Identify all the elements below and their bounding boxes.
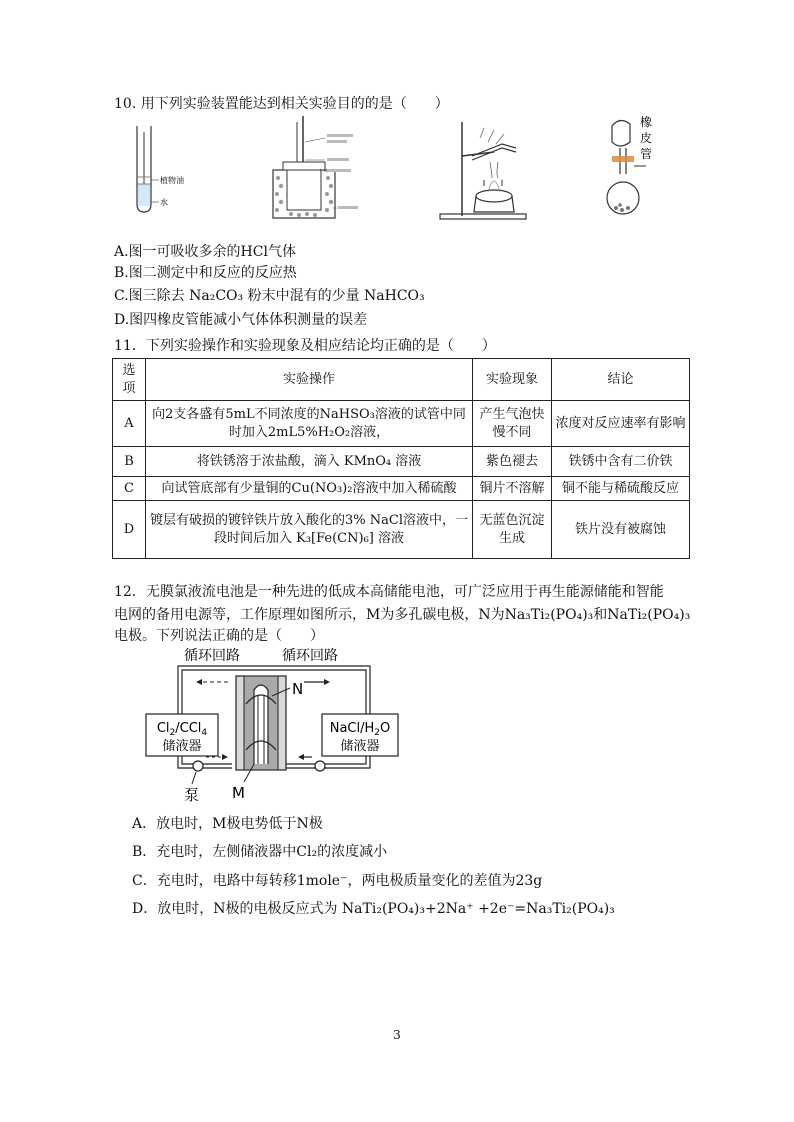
- flow-battery-diagram: [140, 646, 410, 806]
- fig4-label-2: 皮: [640, 131, 653, 145]
- row-b-option: B: [113, 447, 146, 477]
- right-tank-label-2: 储液器: [340, 739, 380, 754]
- figure-2-calorimeter: [265, 112, 365, 222]
- q11-table: [112, 358, 690, 559]
- row-d-option: D: [113, 501, 146, 559]
- q10-option-d: D.图四橡皮管能减小气体体积测量的误差: [114, 312, 368, 328]
- q12-stem-line-1: 12．无膜氯液流电池是一种先进的低成本高储能电池，可广泛应用于再生能源储能和智能: [114, 584, 664, 600]
- q12-option-a: A．放电时，M极电势低于N极: [132, 816, 323, 832]
- row-b-conclusion: 铁锈中含有二价铁: [552, 447, 690, 477]
- q10-stem: 10. 用下列实验装置能达到相关实验目的的是（ ）: [114, 96, 449, 112]
- row-c-option: C: [113, 477, 146, 501]
- right-tank-label-1: NaCl/$H_2O$: [329, 721, 391, 738]
- header-option: 选 项: [113, 359, 146, 401]
- q12-option-d: D．放电时，N极的电极反应式为 NaTi₂(PO₄)₃+2Na⁺ +2e⁻=Na₃Ti₂(PO₄)₃: [132, 901, 615, 917]
- right-pump-icon: [315, 761, 325, 771]
- row-c-operation: 向试管底部有少量铜的Cu(NO₃)₂溶液中加入稀硫酸: [146, 477, 473, 501]
- page-number: 3: [393, 1028, 401, 1042]
- electrode-m-label: M: [232, 784, 245, 802]
- table-row: [113, 447, 690, 477]
- fig4-label-1: 橡: [640, 115, 653, 129]
- q10-option-a: A.图一可吸收多余的HCl气体: [114, 244, 296, 260]
- pump-label: 泵: [184, 786, 200, 804]
- q12-option-c: C．充电时，电路中每转移1mole⁻，两电极质量变化的差值为23g: [132, 873, 543, 889]
- fig4-label-3: 管: [640, 147, 653, 161]
- fig1-water-label: 水: [160, 198, 168, 207]
- row-a-operation: 向2支各盛有5mL不同浓度的NaHSO₃溶液的试管中同时加入2mL5%H₂O₂溶液，: [146, 401, 473, 447]
- q12-stem-line-2: 电网的备用电源等，工作原理如图所示，M为多孔碳电极，N为Na₃Ti₂(PO₄)₃和NaTi₂(PO₄)₃: [114, 607, 691, 623]
- figure-3-heating-setup: [432, 118, 532, 223]
- row-c-phenomenon: 铜片不溶解: [473, 477, 552, 501]
- left-tank-label-2: 储液器: [162, 739, 202, 754]
- q10-option-b: B.图二测定中和反应的反应热: [114, 265, 297, 281]
- row-a-conclusion: 浓度对反应速率有影响: [552, 401, 690, 447]
- row-d-conclusion: 铁片没有被腐蚀: [552, 501, 690, 559]
- left-pump-icon: [193, 761, 203, 771]
- q12-stem-line-3: 电极。下列说法正确的是（ ）: [114, 628, 324, 644]
- row-a-option: A: [113, 401, 146, 447]
- fig1-oil-label: 植物油: [160, 176, 184, 185]
- q11-stem: 11．下列实验操作和实验现象及相应结论均正确的是（ ）: [114, 338, 496, 354]
- q12-option-b: B．充电时，左侧储液器中Cl₂的浓度减小: [132, 844, 388, 860]
- left-tank-label-1: $Cl_2/CCl_4$: [156, 721, 208, 738]
- row-b-phenomenon: 紫色褪去: [473, 447, 552, 477]
- header-operation: 实验操作: [146, 359, 473, 401]
- row-d-phenomenon: 无蓝色沉淀生成: [473, 501, 552, 559]
- header-phenomenon: 实验现象: [473, 359, 552, 401]
- figure-1-test-tube: [125, 122, 200, 217]
- loop-label-right: 循环回路: [282, 648, 338, 664]
- q10-option-c: C.图三除去 Na₂CO₃ 粉末中混有的少量 NaHCO₃: [114, 288, 425, 304]
- row-d-operation: 镀层有破损的镀锌铁片放入酸化的3% NaCl溶液中，一段时间后加入 K₃[Fe(CN)₆] 溶液: [146, 501, 473, 559]
- figure-4-flask-rubber-tube: [598, 112, 678, 222]
- table-header-row: [113, 359, 690, 401]
- table-row: [113, 501, 690, 559]
- table-row: [113, 401, 690, 447]
- electrode-n-label: N: [292, 680, 304, 698]
- header-conclusion: 结论: [552, 359, 690, 401]
- row-c-conclusion: 铜不能与稀硫酸反应: [552, 477, 690, 501]
- row-b-operation: 将铁锈溶于浓盐酸，滴入 KMnO₄ 溶液: [146, 447, 473, 477]
- row-a-phenomenon: 产生气泡快慢不同: [473, 401, 552, 447]
- table-row: [113, 477, 690, 501]
- loop-label-left: 循环回路: [184, 648, 240, 664]
